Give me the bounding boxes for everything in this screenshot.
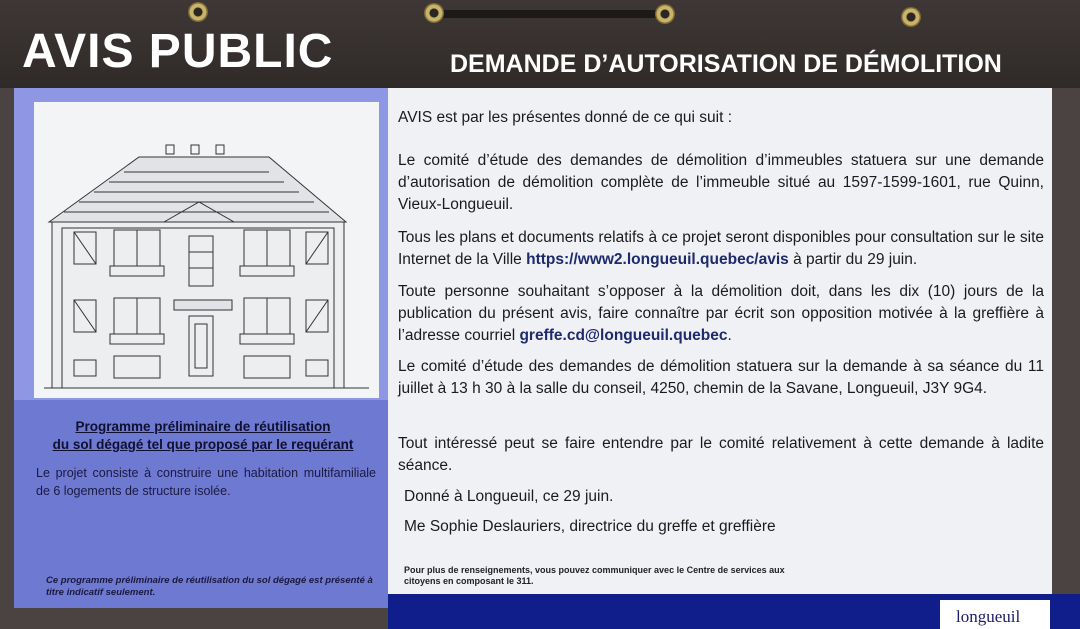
reuse-program-footnote: Ce programme préliminaire de réutilisation du sol dégagé est présenté à titre indicatif seulement. (46, 575, 373, 598)
building-elevation-drawing (34, 102, 379, 398)
notice-paragraph: Toute personne souhaitant s’opposer à la démolition doit, dans les dix (10) jours de la publication du présent avis, faire connaître par écrit son opposition motivée à la greffière à l’adresse courriel greffe.cd@longueuil.quebec. (398, 283, 1044, 344)
notice-paragraph: Le comité d’étude des demandes de démolition statuera sur la demande à sa séance du 11 juillet à 13 h 30 à la salle du conseil, 4250, chemin de la Savane, Longueuil, J3Y 9G4. (398, 358, 1044, 397)
notice-signature: Me Sophie Deslauriers, directrice du greffe et greffière (404, 518, 776, 535)
building-drawing-icon (34, 102, 379, 398)
notice-paragraph: Le comité d’étude des demandes de démolition d’immeubles statuera sur une demande d’autorisation de démolition complète de l’immeuble situé au 1597-1599-1601, rue Quinn, Vieux-Longueuil. (398, 152, 1044, 213)
sign-subtitle: DEMANDE D’AUTORISATION DE DÉMOLITION (450, 50, 1002, 78)
sign-title: AVIS PUBLIC (22, 25, 334, 78)
grommet-icon (188, 2, 208, 22)
notice-intro: AVIS est par les présentes donné de ce qui suit : (398, 109, 733, 126)
notice-paragraph: Tous les plans et documents relatifs à ce projet seront disponibles pour consultation sur le site Internet de la Ville https://www2.longueuil.quebec/avis à partir du 29 juin. (398, 229, 1044, 268)
email-link[interactable]: greffe.cd@longueuil.quebec (519, 327, 728, 344)
reuse-program-title: Programme préliminaire de réutilisation du sol dégagé tel que proposé par le requérant (52, 419, 354, 452)
notice-paragraph: Tout intéressé peut se faire entendre par le comité relativement à cette demande à ladite séance. (398, 435, 1044, 474)
grommet-icon (655, 4, 675, 24)
contact-footnote: Pour plus de renseignements, vous pouvez communiquer avec le Centre de services aux citoyens en composant le 311. (404, 565, 785, 586)
reuse-program-description: Le projet consiste à construire une habitation multifamiliale de 6 logements de structure isolée. (36, 466, 376, 498)
website-link[interactable]: https://www2.longueuil.quebec/avis (526, 251, 789, 268)
grommet-icon (424, 3, 444, 23)
hanging-cord (440, 10, 665, 18)
grommet-icon (901, 7, 921, 27)
notice-date: Donné à Longueuil, ce 29 juin. (404, 488, 614, 505)
city-logo: longueuil (956, 607, 1021, 626)
